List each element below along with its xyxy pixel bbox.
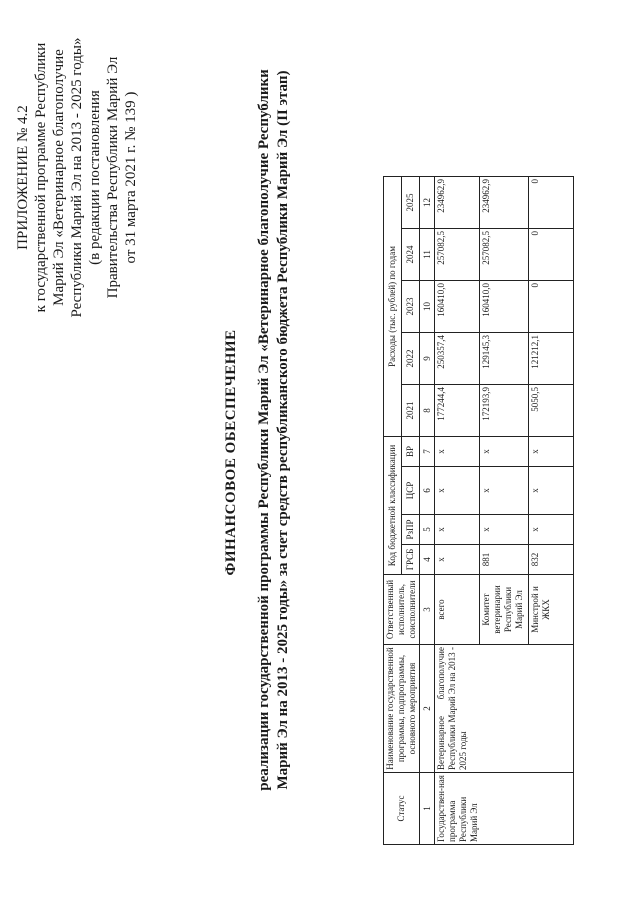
column-number: 3 (420, 575, 435, 645)
table-row (435, 177, 480, 845)
appendix-line: Марий Эл «Ветеринарное благополучие (51, 49, 67, 306)
row-value: 129145,3 (480, 333, 529, 385)
subtitle-line: Марий Эл на 2013 - 2025 годы» за счет средств республиканского бюджета Республики Марий Эл (II этап) (275, 70, 291, 790)
appendix-line: к государственной программе Республики (33, 42, 49, 313)
row-value: 0 (529, 177, 574, 229)
row-code: х (435, 437, 480, 467)
row-code: х (480, 437, 529, 467)
header-name: Наименование государственной программы, подпрограммы, основного мероприятия (384, 645, 420, 773)
row-code: х (480, 467, 529, 515)
row-code: 881 (480, 545, 529, 575)
document-title: ФИНАНСОВОЕ ОБЕСПЕЧЕНИЕ (223, 329, 239, 576)
appendix-line: ПРИЛОЖЕНИЕ № 4.2 (15, 105, 31, 250)
header-code: РзПР (402, 515, 420, 545)
header-year: 2022 (402, 333, 420, 385)
row-code: 832 (529, 545, 574, 575)
document-subtitle (255, 15, 293, 845)
column-number: 2 (420, 645, 435, 773)
column-number: 8 (420, 385, 435, 437)
row-code: х (529, 437, 574, 467)
row-value: 0 (529, 281, 574, 333)
row-value: 160410,0 (480, 281, 529, 333)
subtitle-line: реализации государственной программы Республики Марий Эл «Ветеринарное благополучие Республики (256, 69, 272, 791)
column-number: 1 (420, 773, 435, 845)
column-number: 9 (420, 333, 435, 385)
header-budget-code: Код бюджетной классификации (384, 437, 402, 575)
row-value: 172193,9 (480, 385, 529, 437)
column-number: 7 (420, 437, 435, 467)
row-value: 257082,5 (435, 229, 480, 281)
row-value: 257082,5 (480, 229, 529, 281)
row-code: х (435, 467, 480, 515)
row-code: х (529, 515, 574, 545)
header-status: Статус (384, 773, 420, 845)
appendix-line: Республики Марий Эл на 2013 - 2025 годы» (69, 37, 85, 318)
header-code: ГРСБ (402, 545, 420, 575)
appendix-line: (в редакции постановления (87, 90, 103, 265)
column-number: 11 (420, 229, 435, 281)
financing-table (383, 176, 574, 845)
row-value: 121212,1 (529, 333, 574, 385)
header-year: 2025 (402, 177, 420, 229)
column-number: 5 (420, 515, 435, 545)
column-number: 6 (420, 467, 435, 515)
row-executor: всего (435, 575, 480, 645)
header-year: 2024 (402, 229, 420, 281)
header-code: ВР (402, 437, 420, 467)
header-year: 2021 (402, 385, 420, 437)
appendix-block (14, 5, 140, 350)
header-code: ЦСР (402, 467, 420, 515)
row-value: 234962,9 (435, 177, 480, 229)
appendix-line: Правительства Республики Марий Эл (105, 56, 121, 299)
row-value: 5050,5 (529, 385, 574, 437)
column-number: 10 (420, 281, 435, 333)
row-value: 0 (529, 229, 574, 281)
header-expenses: Расходы (тыс. рублей) по годам (384, 177, 402, 437)
row-code: х (529, 467, 574, 515)
column-number: 12 (420, 177, 435, 229)
program-status: Государствен-ная программа Республики Марий Эл (435, 773, 574, 845)
row-value: 234962,9 (480, 177, 529, 229)
row-value: 160410,0 (435, 281, 480, 333)
column-number: 4 (420, 545, 435, 575)
column-number-row (420, 177, 435, 845)
program-name: Ветеринарное благополучие Республики Марий Эл на 2013 - 2025 годы (435, 645, 574, 773)
row-executor: Минстрой и ЖКХ (529, 575, 574, 645)
row-executor: Комитет ветеринарии Республики Марий Эл (480, 575, 529, 645)
row-value: 177244,4 (435, 385, 480, 437)
row-code: х (435, 545, 480, 575)
row-code: х (435, 515, 480, 545)
row-value: 250357,4 (435, 333, 480, 385)
row-code: х (480, 515, 529, 545)
header-executor: Ответственный исполнитель, соисполнители (384, 575, 420, 645)
appendix-line: от 31 марта 2021 г. № 139 ) (123, 91, 139, 264)
header-year: 2023 (402, 281, 420, 333)
